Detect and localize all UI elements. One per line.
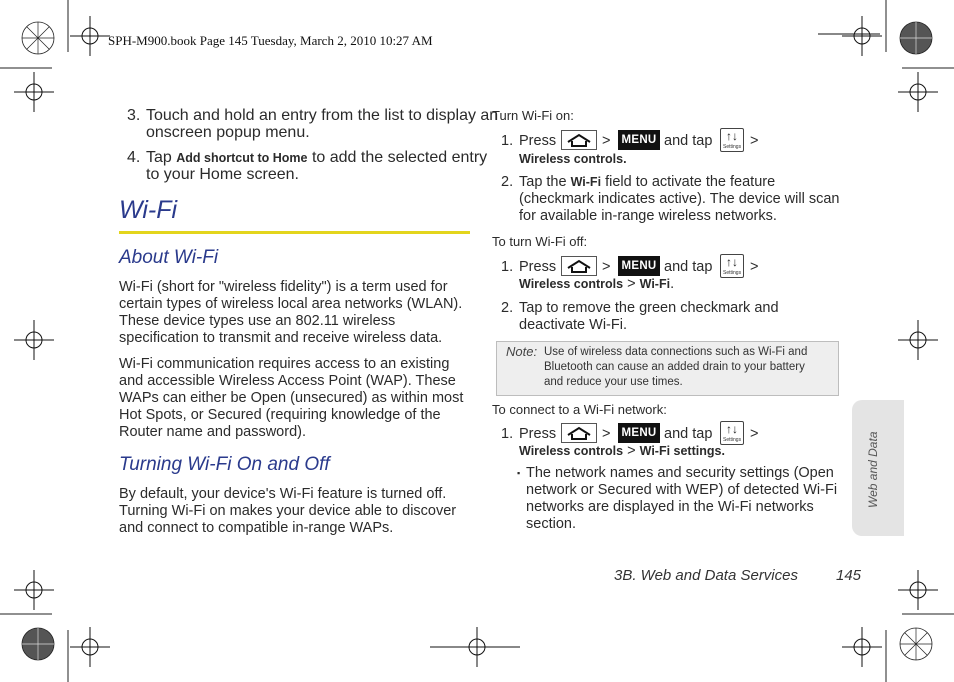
step-rest: field to activate the feature <box>605 174 776 190</box>
step-number: 4. <box>127 149 141 166</box>
home-key-button <box>561 130 597 150</box>
note-line: and reduce your use times. <box>544 376 683 388</box>
para-line: and connect to compatible in-range WAPs. <box>119 520 394 536</box>
para-line: WAPs can either be Open (unsecured) as within most <box>119 390 464 406</box>
connect-heading: To connect to a Wi-Fi network: <box>492 402 667 417</box>
footer-section-title: 3B. Web and Data Services <box>614 567 798 584</box>
step-pre: Tap the <box>519 174 567 190</box>
home-icon <box>562 424 596 442</box>
settings-app-button <box>720 128 744 152</box>
paragraph-turning <box>119 486 471 537</box>
section-title: Wi-Fi <box>119 196 178 224</box>
step-line: onscreen popup menu. <box>146 124 310 141</box>
path-separator: > <box>602 259 611 275</box>
path-separator: > <box>627 443 636 459</box>
path-separator: > <box>750 259 759 275</box>
bullet-line: section. <box>526 516 576 532</box>
subsection-title-about: About Wi-Fi <box>119 247 219 268</box>
menu-key-button: MENU <box>618 256 660 276</box>
bullet-line: network or Secured with WEP) of detected Wi-Fi <box>526 482 838 498</box>
step-line: for available in-range wireless networks. <box>519 208 777 224</box>
on-step-1-number: 1. <box>501 133 514 149</box>
settings-icon: ↑↓ <box>726 422 738 436</box>
step-line <box>519 174 775 191</box>
title-rule <box>119 231 470 234</box>
bullet-marker: ▪ <box>517 468 521 478</box>
para-line: Hot Spots, or Secured (requiring knowledge of the <box>119 407 441 423</box>
path-separator: > <box>750 133 759 149</box>
home-icon <box>562 131 596 149</box>
para-line: Turning Wi-Fi on makes your device able to discover <box>119 503 457 519</box>
home-key-button <box>561 423 597 443</box>
para-line: Router name and password). <box>119 424 306 440</box>
bullet-line: The network names and security settings (Open <box>526 465 834 481</box>
settings-icon-label: Settings <box>723 437 742 443</box>
chapter-side-tab-label: Web and Data <box>866 431 880 508</box>
step-line: to your Home screen. <box>146 166 299 183</box>
path-separator: > <box>750 426 759 442</box>
bullet-line: networks are displayed in the Wi-Fi networks <box>526 499 814 515</box>
menu-path: Wireless controls. <box>519 152 627 166</box>
note-label: Note: <box>506 344 538 359</box>
menu-path-part: Wi-Fi settings. <box>639 444 725 458</box>
step-line: Touch and hold an entry from the list to display an <box>146 107 499 124</box>
paragraph-about-2 <box>119 356 471 441</box>
and-tap-word: and tap <box>664 259 713 275</box>
press-word: Press <box>519 133 557 149</box>
subsection-title-turning: Turning Wi-Fi On and Off <box>119 454 330 475</box>
and-tap-word: and tap <box>664 133 713 149</box>
page-number: 145 <box>836 567 862 584</box>
settings-icon: ↑↓ <box>726 129 738 143</box>
menu-path-part: Wireless controls <box>519 444 624 458</box>
para-line: By default, your device's Wi-Fi feature is turned off. <box>119 486 447 502</box>
step-number: 2. <box>501 174 514 190</box>
press-word: Press <box>519 426 557 442</box>
note-text <box>544 345 829 390</box>
step-rest: to add the selected entry <box>311 149 488 166</box>
menu-key-button: MENU <box>618 423 660 443</box>
and-tap-word: and tap <box>664 426 713 442</box>
para-line: and accessible Wireless Access Point (WAP). These <box>119 373 456 389</box>
step-line: (checkmark indicates active). The device will scan <box>519 191 840 207</box>
para-line: Wi-Fi (short for "wireless fidelity") is a term used for <box>119 279 448 295</box>
path-separator: > <box>602 426 611 442</box>
settings-app-button <box>720 421 744 445</box>
para-line: Wi-Fi communication requires access to an existing <box>119 356 450 372</box>
path-separator: > <box>627 276 636 292</box>
step-tap-word: Tap <box>146 149 172 166</box>
note-line: Use of wireless data connections such as Wi-Fi and <box>544 346 808 358</box>
ui-field-label: Wi-Fi <box>570 175 602 189</box>
menu-path <box>519 276 674 293</box>
settings-icon-label: Settings <box>723 144 742 150</box>
step-line <box>146 149 487 167</box>
bullet-text <box>526 465 846 533</box>
para-line: specification to transmit and receive wireless data. <box>119 330 443 346</box>
settings-app-button <box>720 254 744 278</box>
step-number: 3. <box>127 107 141 124</box>
note-line: Bluetooth can cause an added drain to your battery <box>544 361 805 373</box>
para-line: certain types of wireless local area networks (WLAN). <box>119 296 463 312</box>
step-line: deactivate Wi-Fi. <box>519 317 627 333</box>
turn-off-heading: To turn Wi-Fi off: <box>492 234 588 249</box>
para-line: These device types use an 802.11 wireless <box>119 313 396 329</box>
menu-path-part: Wi-Fi <box>639 277 671 291</box>
paragraph-about-1 <box>119 279 471 347</box>
home-key-button <box>561 256 597 276</box>
settings-icon: ↑↓ <box>726 255 738 269</box>
menu-key-button: MENU <box>618 130 660 150</box>
settings-icon-label: Settings <box>723 270 742 276</box>
off-step-1-number: 1. <box>501 259 514 275</box>
menu-path-part: Wireless controls <box>519 277 624 291</box>
turn-on-heading: Turn Wi-Fi on: <box>492 108 574 123</box>
period: . <box>670 276 675 292</box>
press-word: Press <box>519 259 557 275</box>
step-number: 2. <box>501 300 514 316</box>
menu-path <box>519 443 725 460</box>
conn-step-1-number: 1. <box>501 426 514 442</box>
print-header: SPH-M900.book Page 145 Tuesday, March 2, 2010 10:27 AM <box>108 33 433 48</box>
home-icon <box>562 257 596 275</box>
step-line: Tap to remove the green checkmark and <box>519 300 779 316</box>
path-separator: > <box>602 133 611 149</box>
ui-command-label: Add shortcut to Home <box>176 151 308 165</box>
